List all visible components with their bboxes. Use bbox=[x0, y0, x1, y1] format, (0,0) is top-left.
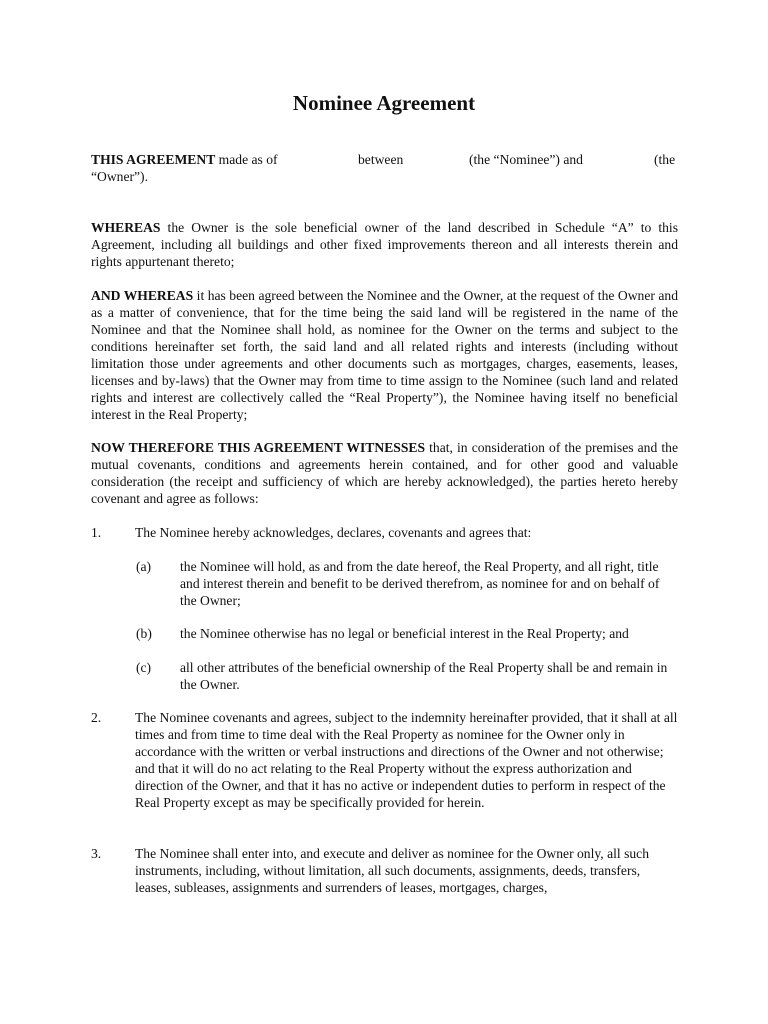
intro-lead-bold: THIS AGREEMENT bbox=[91, 152, 216, 167]
intro-between: between bbox=[358, 152, 404, 167]
sub-label: (b) bbox=[136, 626, 152, 641]
clause-text: The Nominee covenants and agrees, subject to the indemnity hereinafter provided, that it shall at all times and from time to time deal with the Real Property as nominee for the Owner only in accordance with the written or verbal instructions and directions of the Owner and not otherwise; and that it will do no act relating to the Real Property without the express authorization and direction of the Owner, and that it has no active or independent duties to perform in respect of the Real Property except as may be specifically provided for herein. bbox=[135, 710, 678, 810]
whereas-paragraph bbox=[91, 219, 678, 270]
intro-lead bbox=[91, 151, 278, 168]
clause-text: The Nominee shall enter into, and execute and deliver as nominee for the Owner only, all such instruments, including, without limitation, all such documents, assignments, deeds, transfers, leases, subleases, assignments and surrenders of leases, mortgages, charges, bbox=[135, 846, 649, 895]
now-therefore-lead: NOW THEREFORE THIS AGREEMENT WITNESSES bbox=[91, 440, 426, 455]
document-title: Nominee Agreement bbox=[292, 91, 476, 115]
clause-text: The Nominee hereby acknowledges, declares, covenants and agrees that: bbox=[135, 525, 532, 540]
whereas-text: the Owner is the sole beneficial owner of the land described in Schedule “A” to this Agreement, including all buildings and other fixed improvements thereon and all interests therein and rights appurtenant thereto; bbox=[91, 220, 678, 269]
clause-number: 1. bbox=[91, 525, 102, 540]
whereas-lead: WHEREAS bbox=[91, 220, 161, 235]
intro-made-as-of: made as of bbox=[218, 152, 278, 167]
sub-text: all other attributes of the beneficial ownership of the Real Property shall be and remain in the Owner. bbox=[180, 660, 668, 692]
sub-label: (c) bbox=[136, 660, 152, 675]
intro-paragraph bbox=[91, 151, 678, 185]
sub-label: (a) bbox=[136, 559, 152, 574]
intro-owner-ref: “Owner”). bbox=[91, 169, 148, 184]
intro-nominee-ref: (the “Nominee”) and bbox=[469, 152, 583, 167]
intro-the-word: (the bbox=[654, 152, 676, 167]
now-therefore-paragraph bbox=[91, 439, 678, 507]
sub-text: the Nominee will hold, as and from the date hereof, the Real Property, and all right, title and interest therein and benefit to be derived therefrom, as nominee for and on behalf of the Owner; bbox=[180, 559, 660, 608]
now-therefore-text: that, in consideration of the premises and the mutual covenants, conditions and agreements herein contained, and for other good and valuable consideration (the receipt and sufficiency of which are hereby acknowledged), the parties hereto hereby covenant and agree as follows: bbox=[91, 440, 678, 506]
clause-number: 2. bbox=[91, 710, 102, 725]
and-whereas-lead: AND WHEREAS bbox=[91, 288, 194, 303]
intro-first-line bbox=[91, 151, 678, 168]
clause-number: 3. bbox=[91, 846, 102, 861]
and-whereas-text: it has been agreed between the Nominee and the Owner, at the request of the Owner and as a matter of convenience, that for the time being the said land will be registered in the name of the Nominee and that the Nominee shall hold, as nominee for the Owner on the terms and subject to the conditions hereinafter set forth, the said land and all related rights and interests (including without limitation those under agreements and other documents such as mortgages, charges, easements, leases, licenses and by-laws) that the Owner may from time to time assign to the Nominee (such land and related rights and interest are collectively called the “Real Property”), the Nominee having itself no beneficial interest in the Real Property; bbox=[91, 288, 678, 422]
sub-text: the Nominee otherwise has no legal or beneficial interest in the Real Property; and bbox=[180, 626, 629, 641]
and-whereas-paragraph bbox=[91, 287, 678, 423]
